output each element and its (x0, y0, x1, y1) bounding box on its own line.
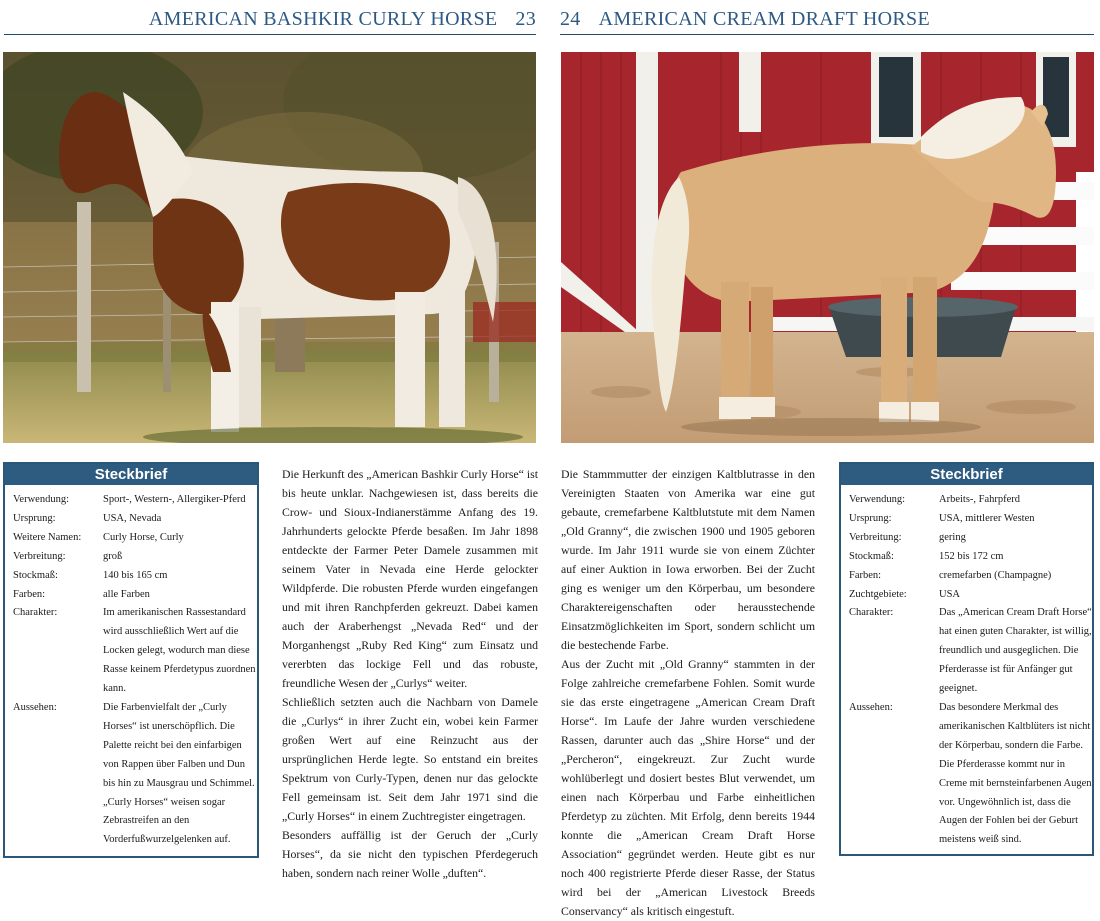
horse-photo-curly (3, 52, 536, 443)
steckbrief-row (13, 491, 257, 510)
steckbrief-value: Das „American Cream Draft Horse“ hat einen guten Charakter, ist willig, freundlich und ausgeglichen. Die Pferderasse ist für Anfänger gut geeignet. (939, 607, 1092, 695)
paragraph: Die Stammmutter der einzigen Kaltblutrasse in den Vereinigten Staaten von Amerika war eine gut gebaute, cremefarbene Kaltblutstute mit dem Namen „Old Granny“, die zwischen 1900 und 1905 geboren wurde. Im Jahr 1911 wurde sie von einem Züchter auf einer Auktion in Iowa erworben. Bei der Zucht ging es weniger um den Körperbau, um besondere Charaktereigenschaften oder herausstechende Einsatzmöglichkeiten im Sport, sondern schlicht um die bestechende Farbe. (561, 467, 815, 652)
steckbrief-title: Steckbrief (841, 464, 1092, 485)
steckbrief-key: Verbreitung: (13, 550, 66, 562)
steckbrief-row (849, 491, 1092, 510)
steckbrief-key: Zuchtgebiete: (849, 588, 907, 600)
steckbrief-key: Aussehen: (13, 701, 57, 713)
steckbrief-key: Verbreitung: (849, 531, 902, 543)
paragraph: Schließlich setzten auch die Nachbarn von Damele die „Curlys“ in ihrer Zucht ein, wobei kein Farmer großen Wert auf eine Reinzucht aus der ursprünglichen Herde legte. So entstand ein breites Spektrum von Curly-Typen, denen nur das gelockte Fell gemeinsam ist. Seit dem Jahr 1971 sind die „Curly Horses“ in einem Zuchtregister eingetragen. (282, 695, 538, 823)
paragraph: Besonders auffällig ist der Geruch der „Curly Horses“, da sie nicht den typischen Pferdegeruch haben, sondern nach reiner Wolle „duften“. (282, 828, 538, 880)
steckbrief-value: Sport-, Western-, Allergiker-Pferd (103, 494, 246, 505)
steckbrief-row (13, 510, 257, 529)
body-text (282, 465, 538, 883)
steckbrief-value: gering (939, 531, 966, 543)
steckbrief-key: Farben: (13, 588, 46, 600)
steckbrief-row (13, 567, 257, 586)
steckbrief-value: USA (939, 588, 961, 600)
steckbrief-key: Farben: (849, 569, 882, 581)
steckbrief-row (849, 529, 1092, 548)
steckbrief-key: Weitere Namen: (13, 531, 82, 543)
steckbrief-value: USA, Nevada (103, 512, 162, 524)
paragraph: Aus der Zucht mit „Old Granny“ stammten in der Folge zahlreiche cremefarbene Fohlen. Somit wurde sie das erste eingetragene „American Cream Draft Horse“. Im Laufe der Jahre wurden verschiedene Rassen, darunter auch das „Shire Horse“ und der „Percheron“, eingekreuzt. Zur Zucht wurde wohlüberlegt und dosiert bestes Blut verwendet, um einen nach Körperbau und Farbe einheitlichen Pferdetyp zu züchten. Mit Erfolg, denn bereits 1944 konnte die „American Cream Draft Horse Association“ gegründet werden. Heute gibt es nur noch 400 registrierte Pferde dieser Rasse, der Status wird bei der „American Livestock Breeds Conservancy“ als kritisch eingestuft. (561, 657, 815, 918)
steckbrief-row (13, 604, 257, 699)
steckbrief-title: Steckbrief (5, 464, 257, 485)
steckbrief-row (13, 699, 257, 850)
steckbrief-key: Aussehen: (849, 701, 893, 713)
page-title: AMERICAN CREAM DRAFT HORSE (598, 8, 930, 30)
steckbrief-row (13, 529, 257, 548)
steckbrief-key: Verwendung: (849, 494, 905, 505)
body-text (561, 465, 815, 921)
steckbrief-value: Das besondere Merkmal des amerikanischen Kaltblüters ist nicht der Körperbau, sondern die Farbe. Die Pferderasse kommt nur in Creme mit bernsteinfarbenen Augen vor. Ungewöhnlich ist, dass die Augen der Fohlen bei der Geburt meistens weiß sind. (939, 701, 1092, 846)
right-page (556, 0, 1100, 918)
page-title: AMERICAN BASHKIR CURLY HORSE (148, 8, 498, 30)
steckbrief-value: groß (103, 550, 123, 562)
page-header (4, 8, 536, 35)
steckbrief-key: Stockmaß: (849, 550, 894, 562)
steckbrief-value: Im amerikanischen Rassestandard wird ausschließlich Wert auf die Locken gelegt, wodurch man diese Rasse keinem Pferdetypus zuordnen kann. (103, 607, 256, 695)
steckbrief-key: Ursprung: (849, 512, 892, 524)
left-page (0, 0, 542, 878)
steckbrief-row (13, 548, 257, 567)
steckbrief-value: 152 bis 172 cm (939, 550, 1004, 562)
steckbrief-table (849, 491, 1092, 850)
horse-photo-cream-draft (561, 52, 1094, 443)
steckbrief-value: 140 bis 165 cm (103, 569, 168, 581)
steckbrief-key: Ursprung: (13, 512, 56, 524)
steckbrief-key: Charakter: (849, 607, 894, 619)
page-header (560, 8, 1094, 35)
curly-horse-illustration (3, 52, 536, 443)
steckbrief-box (3, 462, 259, 858)
steckbrief-row (13, 586, 257, 605)
steckbrief-table (13, 491, 257, 850)
steckbrief-key: Charakter: (13, 607, 58, 619)
steckbrief-row (849, 699, 1092, 850)
steckbrief-value: Die Farbenvielfalt der „Curly Horses“ ist unerschöpflich. Die Palette reicht bei den einfarbigen von Rappen über Falben und Dun bis hin zu Mausgrau und Schimmel. „Curly Horses“ weisen sogar Zebrastreifen an den Vorderfußwurzelgelenken auf. (103, 701, 255, 846)
steckbrief-value: Curly Horse, Curly (103, 531, 184, 543)
cream-draft-horse-illustration (561, 52, 1094, 443)
steckbrief-value: Arbeits-, Fahrpferd (939, 494, 1021, 505)
steckbrief-row (849, 586, 1092, 605)
steckbrief-row (849, 567, 1092, 586)
steckbrief-row (849, 510, 1092, 529)
steckbrief-row (849, 548, 1092, 567)
steckbrief-box (839, 462, 1094, 856)
steckbrief-row (849, 604, 1092, 699)
steckbrief-key: Verwendung: (13, 494, 69, 505)
page-number: 23 (515, 8, 536, 30)
page-number: 24 (560, 8, 581, 30)
steckbrief-value: cremefarben (Champagne) (939, 569, 1052, 581)
steckbrief-key: Stockmaß: (13, 569, 58, 581)
steckbrief-value: alle Farben (103, 588, 150, 600)
steckbrief-value: USA, mittlerer Westen (939, 512, 1035, 524)
paragraph: Die Herkunft des „American Bashkir Curly Horse“ ist bis heute unklar. Nachgewiesen ist, dass bereits die Crow- und Sioux-Indianerstämme Anfang des 19. Jahrhunderts gelockte Pferde besaßen. Im Jahr 1898 entdeckte der Farmer Peter Damele zusammen mit seinem Vater in Nevada eine Herde gelockter Wildpferde. Die robusten Pferde wurden eingefangen und mit ihren Ranchpferden gekreuzt. Dabei kamen auch der Araberhengst „Nevada Red“ und der Morganhengst „Ruby Red King“ zum Einsatz und vererbten das lockige Fell und das robuste, freundliche Wesen der „Curlys“ weiter. (282, 467, 538, 690)
